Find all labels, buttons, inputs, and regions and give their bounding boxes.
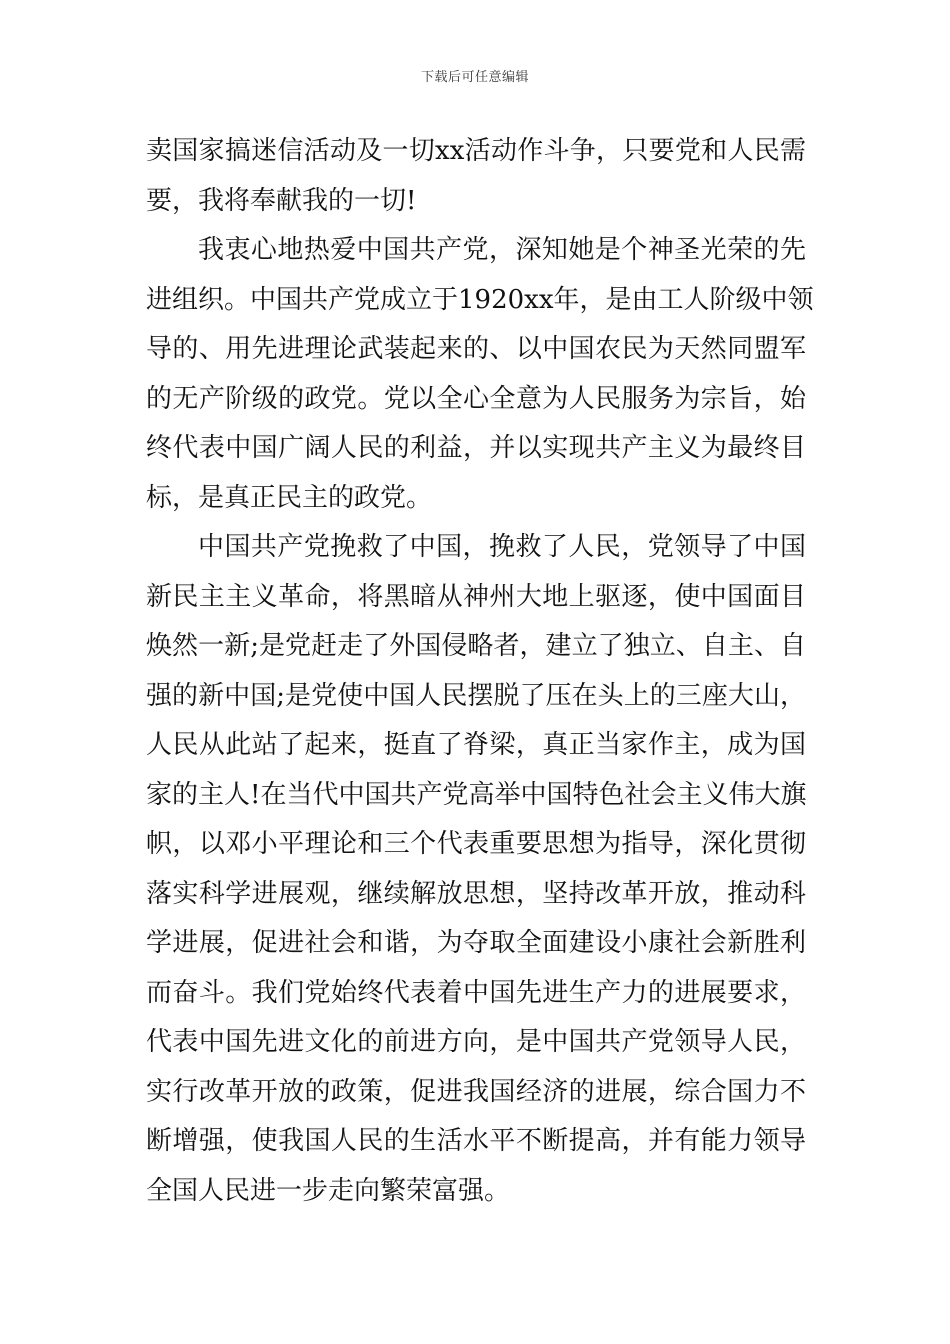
text-line: 终代表中国广阔人民的利益，并以实现共产主义为最终目 [146, 433, 806, 463]
text-line: 而奋斗。我们党始终代表着中国先进生产力的进展要求， [146, 977, 806, 1008]
text-line: 全国人民进一步走向繁荣富强。 [146, 1175, 511, 1206]
text-line: 进组织。中国共产党成立于1920xx年，是由工人阶级中领 [146, 284, 814, 315]
text-line: 帜，以邓小平理论和三个代表重要思想为指导，深化贯彻 [146, 829, 806, 859]
text-line: 我衷心地热爱中国共产党，深知她是个神圣光荣的先 [198, 235, 806, 265]
text-line: 标，是真正民主的政党。 [146, 482, 433, 513]
text-line: 人民从此站了起来，挺直了脊梁，真正当家作主，成为国 [146, 730, 806, 760]
text-line: 学进展，促进社会和谐，为夺取全面建设小康社会新胜利 [146, 928, 806, 958]
document-body [146, 127, 814, 1216]
text-line: 强的新中国;是党使中国人民摆脱了压在头上的三座大山， [146, 680, 806, 711]
text-line: 焕然一新;是党赶走了外国侵略者，建立了独立、自主、自 [146, 631, 806, 661]
text-line: 要，我将奉献我的一切! [146, 185, 417, 216]
text-line: 断增强，使我国人民的生活水平不断提高，并有能力领导 [146, 1126, 806, 1156]
text-line: 的无产阶级的政党。党以全心全意为人民服务为宗旨，始 [146, 383, 806, 414]
text-line: 落实科学进展观，继续解放思想，坚持改革开放，推动科 [146, 878, 806, 909]
header-note: 下载后可任意编辑 [420, 70, 529, 85]
text-line: 新民主主义革命，将黑暗从神州大地上驱逐，使中国面目 [146, 581, 806, 612]
text-line: 代表中国先进文化的前进方向，是中国共产党领导人民， [146, 1027, 806, 1057]
text-line: 中国共产党挽救了中国，挽救了人民，党领导了中国 [198, 532, 806, 562]
text-line: 家的主人!在当代中国共产党高举中国特色社会主义伟大旗 [146, 779, 807, 810]
text-line: 实行改革开放的政策，促进我国经济的进展，综合国力不 [146, 1076, 806, 1107]
text-line: 卖国家搞迷信活动及一切xx活动作斗争，只要党和人民需 [146, 136, 806, 166]
text-line: 导的、用先进理论武装起来的、以中国农民为天然同盟军 [146, 334, 806, 364]
